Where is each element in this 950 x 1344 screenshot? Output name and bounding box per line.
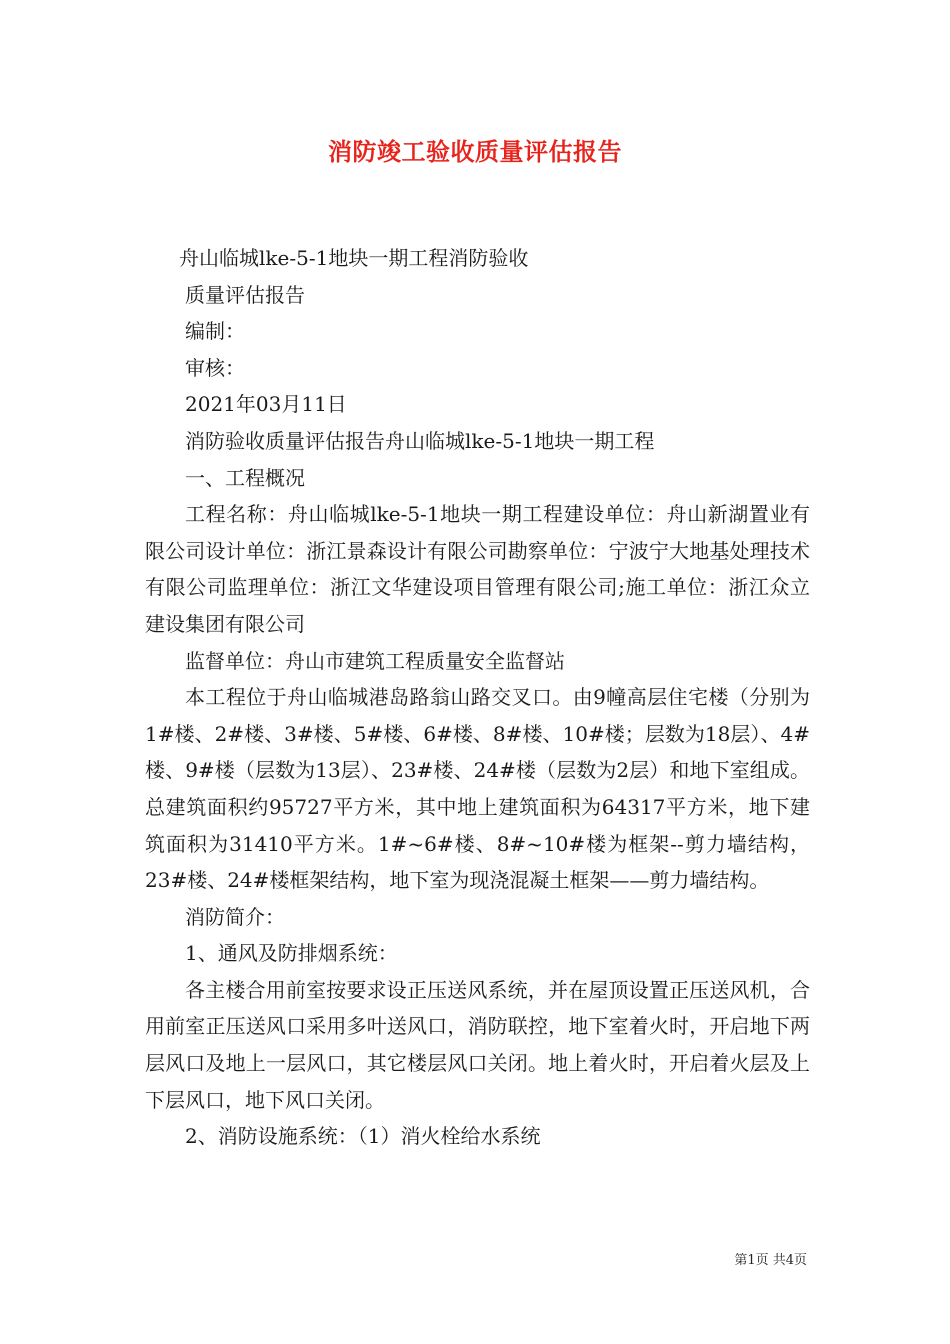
page-title: 消防竣工验收质量评估报告 (328, 137, 622, 166)
project-description-paragraph: 本工程位于舟山临城港岛路翁山路交叉口。由9幢高层住宅楼（分别为1#楼、2#楼、3#楼、5#楼、6#楼、8#楼、10#楼；层数为18层）、4#楼、9#楼（层数为13层）、23#楼、24#楼（层数为2层）和地下室组成。总建筑面积约95727平方米，其中地上建筑面积为64317平方米，地下建筑面积为31410平方米。1#~6#楼、8#~10#楼为框架--剪力墙结构，23#楼、24#楼框架结构，地下室为现浇混凝土框架——剪力墙结构。 (145, 685, 810, 893)
ventilation-system-heading: 1、通风及防排烟系统： (185, 941, 398, 966)
compiled-by-label: 编制： (185, 319, 245, 344)
fire-protection-intro-heading: 消防简介： (185, 904, 285, 929)
document-body (145, 240, 810, 1155)
reviewed-by-label: 审核： (185, 355, 245, 380)
page-number: 第1页 共4页 (734, 1253, 807, 1268)
project-units-paragraph: 工程名称：舟山临城lke-5-1地块一期工程建设单位：舟山新湖置业有限公司设计单位：浙江景森设计有限公司勘察单位：宁波宁大地基处理技术有限公司监理单位：浙江文华建设项目管理有限公司;施工单位：浙江众立建设集团有限公司 (145, 502, 810, 636)
supervision-unit-paragraph: 监督单位：舟山市建筑工程质量安全监督站 (185, 648, 565, 673)
report-heading-line: 消防验收质量评估报告舟山临城lke-5-1地块一期工程 (185, 428, 655, 453)
section-heading-overview: 一、工程概况 (185, 465, 305, 490)
report-project-line: 舟山临城lke-5-1地块一期工程消防验收 (179, 246, 529, 270)
fire-facilities-heading: 2、消防设施系统：（1）消火栓给水系统 (185, 1124, 541, 1149)
ventilation-system-paragraph: 各主楼合用前室按要求设正压送风系统，并在屋顶设置正压送风机，合用前室正压送风口采用多叶送风口，消防联控，地下室着火时，开启地下两层风口及地上一层风口，其它楼层风口关闭。地上着火时，开启着火层及上下层风口，地下风口关闭。 (145, 977, 810, 1112)
report-subtitle: 质量评估报告 (185, 282, 305, 307)
report-date: 2021年03月11日 (185, 392, 347, 417)
